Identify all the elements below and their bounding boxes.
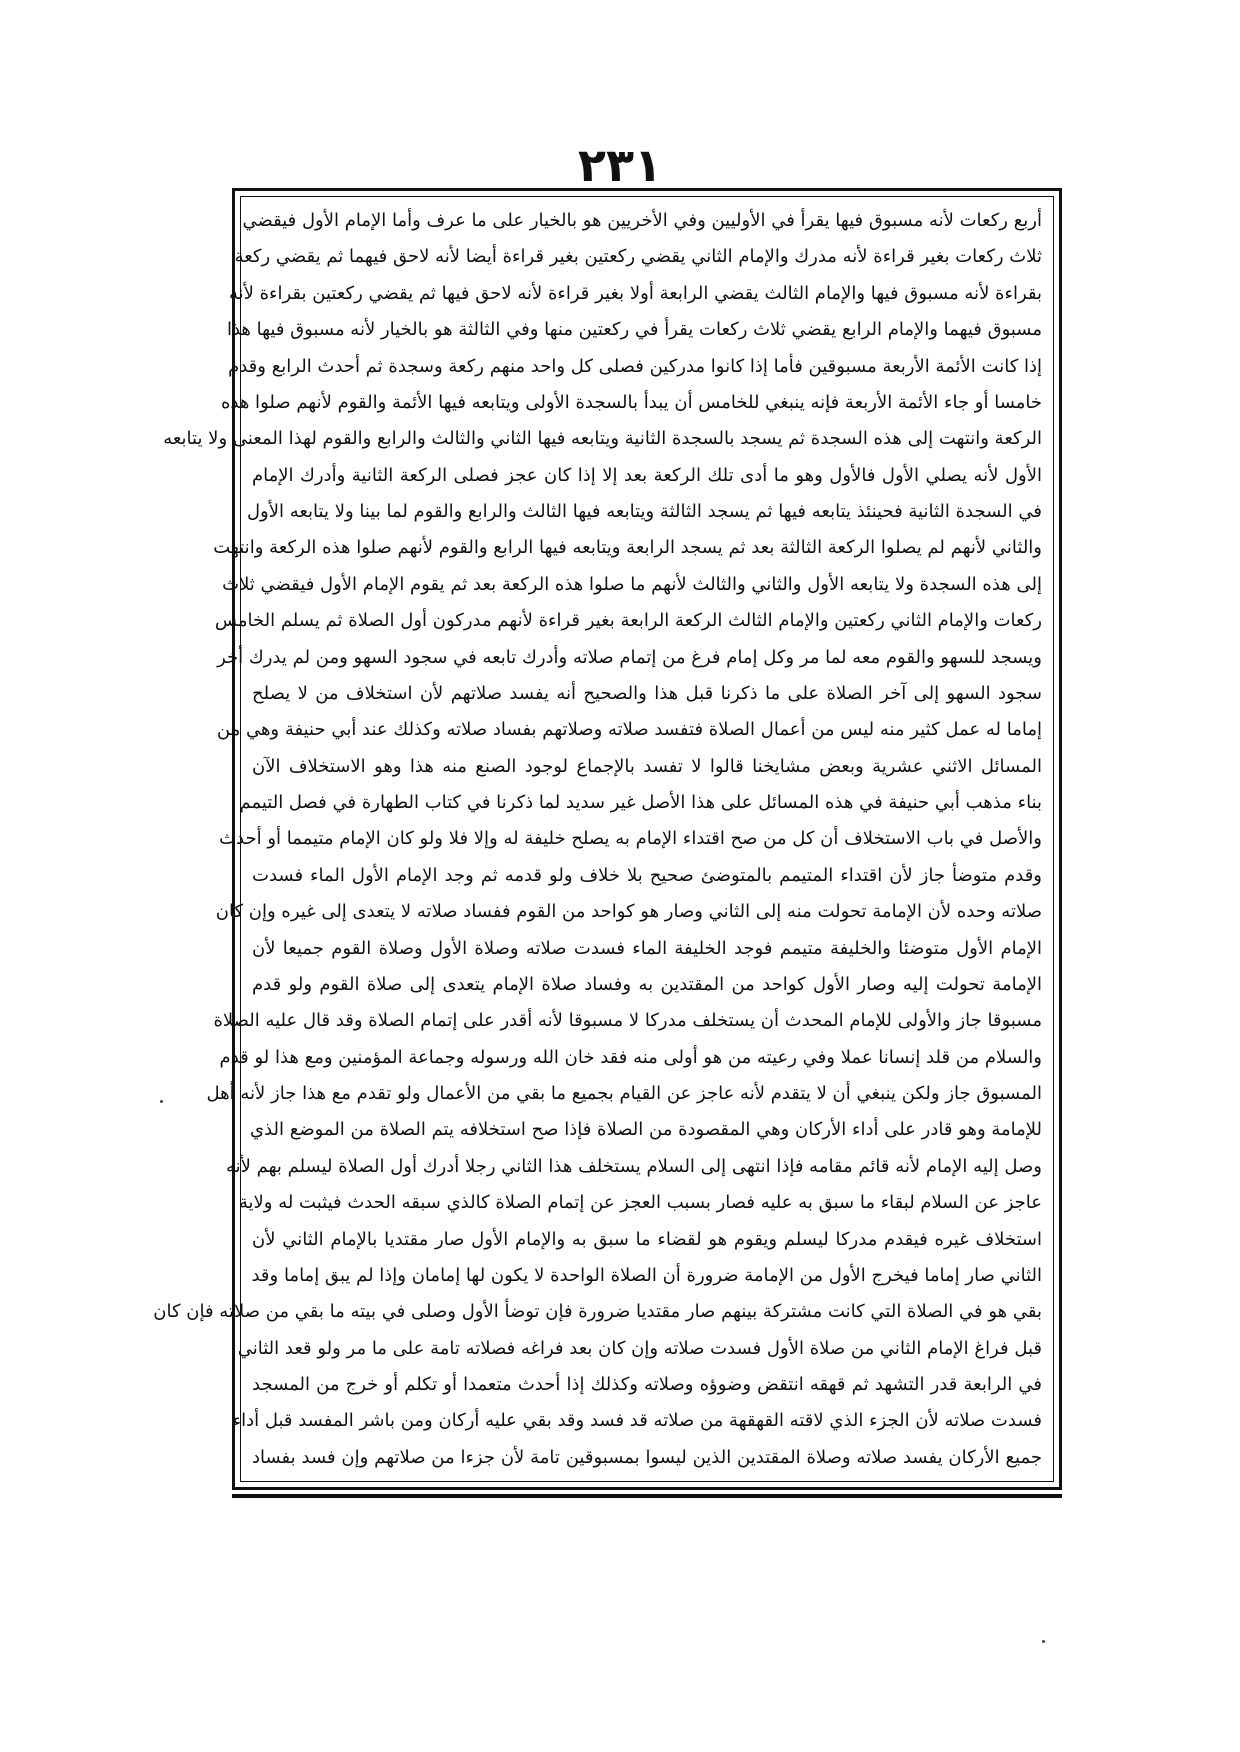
text-line: الأول لأنه يصلي الأول فالأول وهو ما أدى تلك الركعة بعد إلا إذا كان عجز فصلى الركعة الثانية وأدرك الإمام bbox=[252, 464, 1042, 486]
text-line: للإمامة وهو قادر على أداء الأركان وهي المقصودة من الصلاة فإذا صح استخلافه يتم الصلاة من الموضع الذي bbox=[250, 1119, 1042, 1141]
text-line: قبل فراغ الإمام الثاني من صلاة الأول فسدت صلاته وإن كان بعد فراغه فصلاته تامة على ما مر ولو قعد الثاني bbox=[237, 1337, 1042, 1359]
scan-speck bbox=[160, 1100, 163, 1103]
text-line: والأصل في باب الاستخلاف أن كل من صح اقتداء الإمام به يصلح خليفة له وإلا فلا ولو كان الإمام متيمما أو أحدث bbox=[219, 828, 1042, 850]
text-line: مسبوقا جاز والأولى للإمام المحدث أن يستخلف مدركا لا مسبوقا لأنه أقدر على إتمام الصلاة وقد قال عليه الصلاة bbox=[213, 1010, 1042, 1032]
text-line: صلاته وحده لأن الإمامة تحولت منه إلى الثاني وصار هو كواحد من القوم ففساد صلاته لا يتعدى إلى غيره وإن كان bbox=[215, 901, 1042, 923]
text-line: استخلاف غيره فيقدم مدركا ليسلم ويقوم هو لقضاء ما سبق به والإمام الأول صار مقتديا بالإمام الثاني لأن bbox=[252, 1228, 1042, 1250]
text-line: بقي هو في الصلاة التي كانت مشتركة بينهم صار مقتديا ضرورة فإن توضأ الأول وصلى في بيته ما بقي من صلاته فإن كان bbox=[153, 1301, 1042, 1323]
text-line: الركعة وانتهت إلى هذه السجدة ثم يسجد بالسجدة الثانية ويتابعه فيها الثاني والثالث والرابع والقوم لهذا المعنى ولا يتابعه bbox=[163, 428, 1042, 450]
text-line: وقدم متوضأ جاز لأن اقتداء المتيمم بالمتوضئ صحيح بلا خلاف ولو قدمه ثم وجد الإمام الأول الماء فسدت bbox=[252, 864, 1042, 886]
page-number: ٢٣١ bbox=[577, 138, 663, 192]
scan-speck bbox=[1042, 1640, 1045, 1643]
page-bottom-rule bbox=[232, 1494, 1062, 1498]
text-line: إلى هذه السجدة ولا يتابعه الأول والثاني والثالث لأنهم ما صلوا هذه الركعة بعد ثم يقوم الإمام الأول فيقضي ثلاث bbox=[222, 573, 1042, 595]
text-line: المسائل الاثني عشرية وبعض مشايخنا قالوا لا تفسد بالإجماع لوجود الصنع منه هذا وهو الاستخلاف الآن bbox=[252, 755, 1042, 777]
text-line: وصل إليه الإمام لأنه قائم مقامه فإذا انتهى إلى السلام يستخلف هذا الثاني رجلا أدرك أول الصلاة ليسلم بهم لأنه bbox=[225, 1155, 1042, 1177]
text-line: خامسا أو جاء الأئمة الأربعة فإنه ينبغي للخامس أن يبدأ بالسجدة الأولى ويتابعه فيها الأئمة والقوم لأنهم صلوا هذه bbox=[220, 391, 1042, 413]
text-line: إماما له عمل كثير منه ليس من أعمال الصلاة فتفسد صلاته وصلاتهم بفساد صلاته وكذلك عند أبي حنيفة وهي من bbox=[216, 719, 1042, 741]
text-line: في السجدة الثانية فحينئذ يتابعه فيها ثم يسجد الثالثة ويتابعه فيها الثالث والرابع والقوم لما بينا ولا يتابعه الأول bbox=[246, 501, 1042, 522]
text-line: بناء مذهب أبي حنيفة في هذه المسائل على هذا الأصل غير سديد لما ذكرنا في كتاب الطهارة في فصل التيمم bbox=[239, 792, 1042, 813]
text-line: ركعات والإمام الثاني ركعتين والإمام الثالث الركعة الرابعة بغير قراءة لأنهم مدركون أول الصلاة ثم يسلم الخامس bbox=[214, 610, 1042, 632]
text-line: مسبوق فيهما والإمام الرابع يقضي ثلاث ركعات يقرأ في ركعتين منها وفي الثالثة هو بالخيار لأنه مسبوق فيها هذا bbox=[226, 319, 1042, 341]
text-line: في الرابعة قدر التشهد ثم قهقه انتقض وضوؤه وصلاته وكذلك إذا أحدث متعمدا أو تكلم أو خرج من المسجد bbox=[252, 1374, 1042, 1395]
text-line: أربع ركعات لأنه مسبوق فيها يقرأ في الأوليين وفي الأخريين هو بالخيار على ما عرف وأما الإمام الأول فيقضي bbox=[242, 210, 1042, 231]
text-line: والثاني لأنهم لم يصلوا الركعة الثالثة بعد ثم يسجد الرابعة ويتابعه فيها الرابع والقوم لأنهم صلوا هذه الركعة وانتهت bbox=[213, 537, 1042, 559]
text-line: الإمامة تحولت إليه وصار الأول كواحد من المقتدين به وفساد صلاة الإمام يتعدى إلى صلاة القوم ولو قدم bbox=[252, 973, 1042, 995]
text-line: فسدت صلاته لأن الجزء الذي لاقته القهقهة من صلاته قد فسد وقد بقي عليه أركان ومن باشر المفسد قبل أداء bbox=[232, 1410, 1042, 1432]
text-block bbox=[153, 204, 1042, 1474]
text-line: بقراءة لأنه مسبوق فيها والإمام الثالث يقضي الرابعة أولا بغير قراءة لأنه لاحق فيها ثم يقضي ركعتين بقراءة لأنه bbox=[228, 282, 1042, 304]
text-line: الثاني صار إماما فيخرج الأول من الإمامة ضرورة أن الصلاة الواحدة لا يكون لها إمامان وإذا لم يبق إماما وقد bbox=[251, 1264, 1042, 1286]
text-line: ويسجد للسهو والقوم معه لما مر وكل إمام فرغ من إتمام صلاته وأدرك تابعه في سجود السهو ومن لم يدرك أخر bbox=[217, 646, 1042, 668]
text-line: إذا كانت الأئمة الأربعة مسبوقين فأما إذا كانوا مدركين فصلى كل واحد منهم ركعة وسجدة ثم أحدث الرابع وقدم bbox=[228, 355, 1042, 377]
text-line: الإمام الأول متوضئا والخليفة متيمم فوجد الخليفة الماء فسدت صلاته وصلاة الأول وصلاة القوم جميعا لأن bbox=[252, 937, 1042, 959]
text-line: والسلام من قلد إنسانا عملا وفي رعيته من هو أولى منه فقد خان الله ورسوله وجماعة المؤمنين ومع هذا لو قدم bbox=[219, 1046, 1042, 1068]
text-line: عاجز عن السلام لبقاء ما سبق به عليه فصار بسبب العجز عن إتمام الصلاة كالذي سبقه الحدث فيثبت له ولاية bbox=[238, 1192, 1042, 1214]
text-line: ثلاث ركعات بغير قراءة لأنه مدرك والإمام الثاني يقضي ركعتين بغير قراءة أيضا لأنه لاحق فيهما ثم يقضي ركعة bbox=[234, 246, 1042, 268]
text-line: سجود السهو إلى آخر الصلاة على ما ذكرنا قبل هذا والصحيح أنه يفسد صلاتهم لأن استخلاف من لا يصلح bbox=[252, 682, 1042, 704]
text-line: جميع الأركان يفسد صلاته وصلاة المقتدين الذين ليسوا بمسبوقين تامة لأن جزءا من صلاتهم وإن فسد بفساد bbox=[252, 1446, 1042, 1468]
text-line: المسبوق جاز ولكن ينبغي أن لا يتقدم لأنه عاجز عن القيام بجميع ما بقي من الأعمال ولو تقدم مع هذا جاز لأنه أهل bbox=[206, 1083, 1042, 1104]
